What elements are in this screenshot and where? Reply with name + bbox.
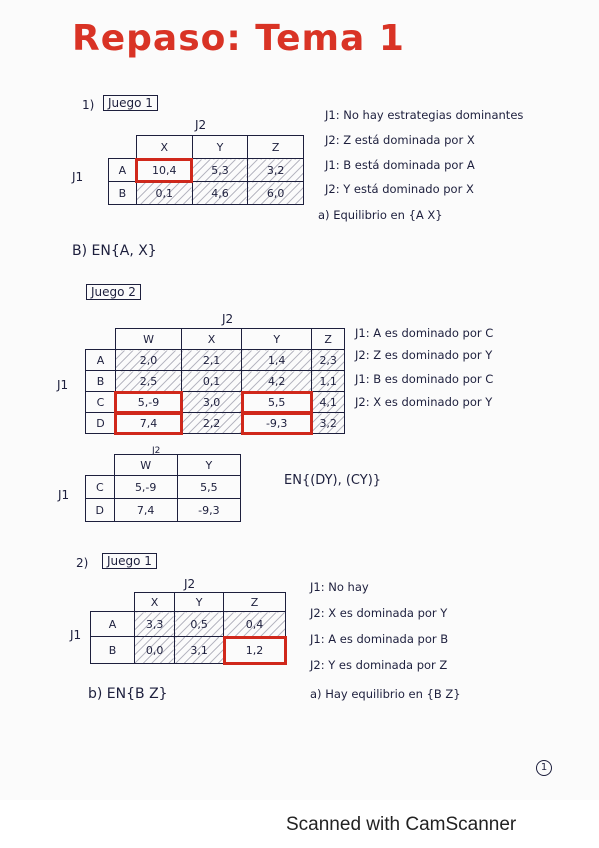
payoff-cell: 4,1 [312, 392, 345, 413]
section-2-player1: J1 [70, 628, 82, 642]
note-line: J1: No hay [310, 580, 369, 594]
section-2-player2: J2 [184, 577, 196, 591]
section-2-number: 2) [76, 556, 89, 570]
game-1-player1: J1 [72, 170, 84, 184]
row-header: B [109, 182, 137, 205]
payoff-cell: 0,4 [224, 612, 286, 637]
col-header: Y [175, 593, 224, 612]
col-header: X [134, 593, 174, 612]
payoff-cell: 5,3 [192, 159, 248, 182]
payoff-cell: 6,0 [248, 182, 304, 205]
note-line: J2: Z está dominada por X [325, 133, 475, 147]
note-line: J2: X es dominado por Y [355, 395, 493, 409]
payoff-cell: 5,5 [177, 476, 240, 499]
section-2-table [90, 592, 286, 664]
col-header: Y [177, 455, 240, 476]
payoff-cell: 0,5 [175, 612, 224, 637]
payoff-cell: 2,5 [115, 371, 181, 392]
section-1-number: 1) [82, 98, 95, 112]
payoff-cell: 4,6 [192, 182, 248, 205]
payoff-cell: 1,1 [312, 371, 345, 392]
page-number: 1 [536, 760, 552, 776]
payoff-cell: 1,2 [224, 637, 286, 664]
note-line: a) Hay equilibrio en {B Z} [310, 687, 461, 701]
payoff-cell: 3,0 [182, 392, 242, 413]
payoff-cell: 7,4 [115, 413, 181, 434]
game-2-label: Juego 2 [86, 284, 141, 300]
payoff-cell: 0,0 [134, 637, 174, 664]
corner-cell [86, 455, 115, 476]
payoff-cell: 4,2 [242, 371, 312, 392]
row-header: B [91, 637, 135, 664]
note-line: J1: B es dominado por C [355, 372, 494, 386]
row-header: C [86, 476, 115, 499]
payoff-cell: 5,-9 [114, 476, 177, 499]
payoff-cell: 3,1 [175, 637, 224, 664]
game-2-player1: J1 [57, 378, 69, 392]
game-2-player2: J2 [222, 312, 234, 326]
row-header: C [86, 392, 116, 413]
col-header: Z [224, 593, 286, 612]
payoff-cell: 2,0 [115, 350, 181, 371]
note-line: J1: No hay estrategias dominantes [325, 108, 524, 122]
row-header: A [109, 159, 137, 182]
payoff-cell: 2,3 [312, 350, 345, 371]
note-line: J2: X es dominada por Y [310, 606, 448, 620]
payoff-cell: 0,1 [182, 371, 242, 392]
payoff-cell: 2,2 [182, 413, 242, 434]
game-1-table [108, 135, 304, 205]
payoff-cell: 7,4 [114, 499, 177, 522]
col-header: W [115, 329, 181, 350]
row-header: A [91, 612, 135, 637]
col-header: X [136, 136, 192, 159]
note-line: J2: Y es dominada por Z [310, 658, 448, 672]
col-header: Y [192, 136, 248, 159]
row-header: D [86, 499, 115, 522]
payoff-cell: 5,5 [242, 392, 312, 413]
section-2-answer: b) EN{B Z} [88, 686, 168, 702]
payoff-cell: 5,-9 [115, 392, 181, 413]
col-header: W [114, 455, 177, 476]
scanner-watermark: Scanned with CamScanner [286, 814, 517, 835]
page-title: Repaso: Tema 1 [72, 18, 405, 59]
note-line: a) Equilibrio en {A X} [318, 208, 443, 222]
game-1-label: Juego 1 [103, 95, 158, 111]
row-header: B [86, 371, 116, 392]
col-header: X [182, 329, 242, 350]
payoff-cell: 3,3 [134, 612, 174, 637]
corner-cell [86, 329, 116, 350]
section-2-game-label: Juego 1 [102, 553, 157, 569]
reduced-player1: J1 [58, 488, 70, 502]
note-line: J2: Z es dominado por Y [355, 348, 493, 362]
reduced-table [85, 454, 241, 522]
corner-cell [109, 136, 137, 159]
payoff-cell: 1,4 [242, 350, 312, 371]
game-1-player2: J2 [195, 118, 207, 132]
payoff-cell: -9,3 [177, 499, 240, 522]
game-2-table [85, 328, 345, 434]
payoff-cell: 0,1 [136, 182, 192, 205]
col-header: Z [312, 329, 345, 350]
row-header: A [86, 350, 116, 371]
payoff-cell: 3,2 [312, 413, 345, 434]
payoff-cell: -9,3 [242, 413, 312, 434]
payoff-cell: 3,2 [248, 159, 304, 182]
note-line: J1: A es dominado por C [355, 326, 494, 340]
row-header: D [86, 413, 116, 434]
payoff-cell: 2,1 [182, 350, 242, 371]
note-line: J1: B está dominada por A [325, 158, 475, 172]
col-header: Y [242, 329, 312, 350]
game-2-answer: EN{(DY), (CY)} [284, 473, 382, 488]
note-line: J1: A es dominada por B [310, 632, 449, 646]
game-1-answer: B) EN{A, X} [72, 243, 157, 259]
corner-cell [91, 593, 135, 612]
col-header: Z [248, 136, 304, 159]
reduced-player2: J2 [152, 446, 161, 456]
note-line: J2: Y está dominado por X [325, 182, 474, 196]
payoff-cell: 10,4 [136, 159, 192, 182]
